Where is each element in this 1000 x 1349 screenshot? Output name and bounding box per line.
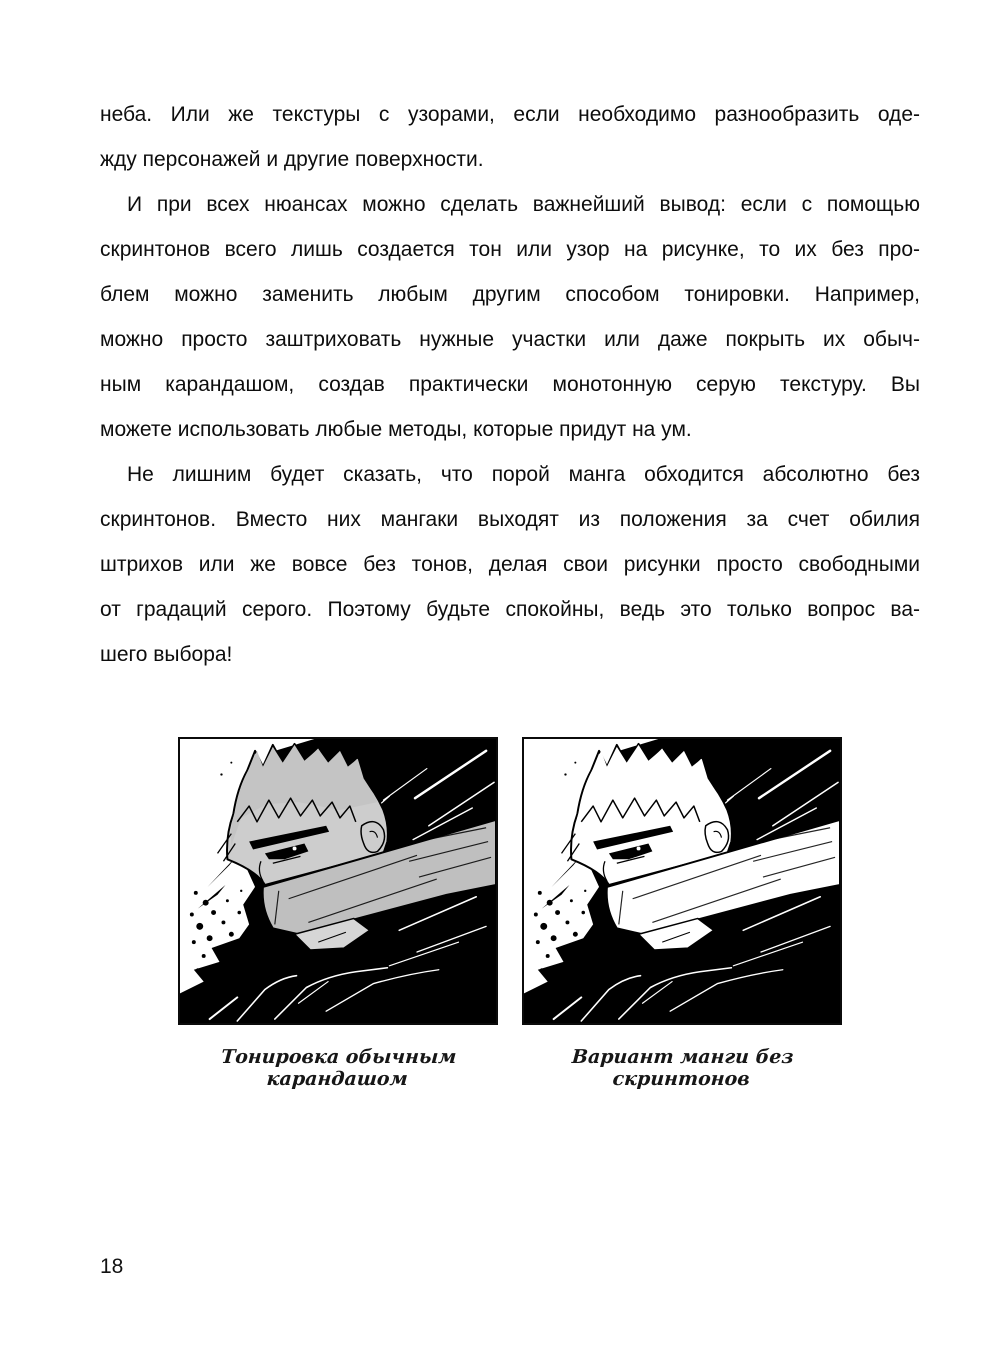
- text-line: Не лишним будет сказать, что порой манга обходится абсолютно без: [127, 463, 920, 486]
- text-line: скринтонов всего лишь создается тон или узор на рисунке, то их без про-: [100, 238, 920, 261]
- text-line: неба. Или же текстуры с узорами, если необходимо разнообразить оде-: [100, 103, 920, 126]
- text-line: И при всех нюансах можно сделать важнейший вывод: если с помощью: [127, 193, 920, 216]
- text-line: ным карандашом, создав практически монотонную серую текстуру. Вы: [100, 373, 920, 396]
- text-line: скринтонов. Вместо них мангаки выходят из положения за счет обилия: [100, 508, 920, 531]
- manga-art-toned: [180, 739, 496, 1023]
- text-line: жду персонажей и другие поверхности.: [100, 148, 484, 171]
- text-line: можете использовать любые методы, которые придут на ум.: [100, 418, 692, 441]
- text-line: от градаций серого. Поэтому будьте спокойны, ведь это только вопрос ва-: [100, 598, 920, 621]
- manga-panel-pencil-toned: [178, 737, 498, 1025]
- manga-art-bw: [524, 739, 840, 1023]
- page-number: 18: [100, 1255, 124, 1278]
- figure-caption-bw: Вариант манги без скринтонов: [571, 1046, 795, 1090]
- manga-panel-no-screentone: [522, 737, 842, 1025]
- text-line: штрихов или же вовсе без тонов, делая свои рисунки просто свободными: [100, 553, 920, 576]
- figure-caption-pencil: Тонировка обычным карандашом: [220, 1046, 458, 1090]
- text-line: блем можно заменить любым другим способом тонировки. Например,: [100, 283, 920, 306]
- text-line: можно просто заштриховать нужные участки или даже покрыть их обыч-: [100, 328, 920, 351]
- body-text: [100, 92, 920, 677]
- text-line: шего выбора!: [100, 643, 233, 666]
